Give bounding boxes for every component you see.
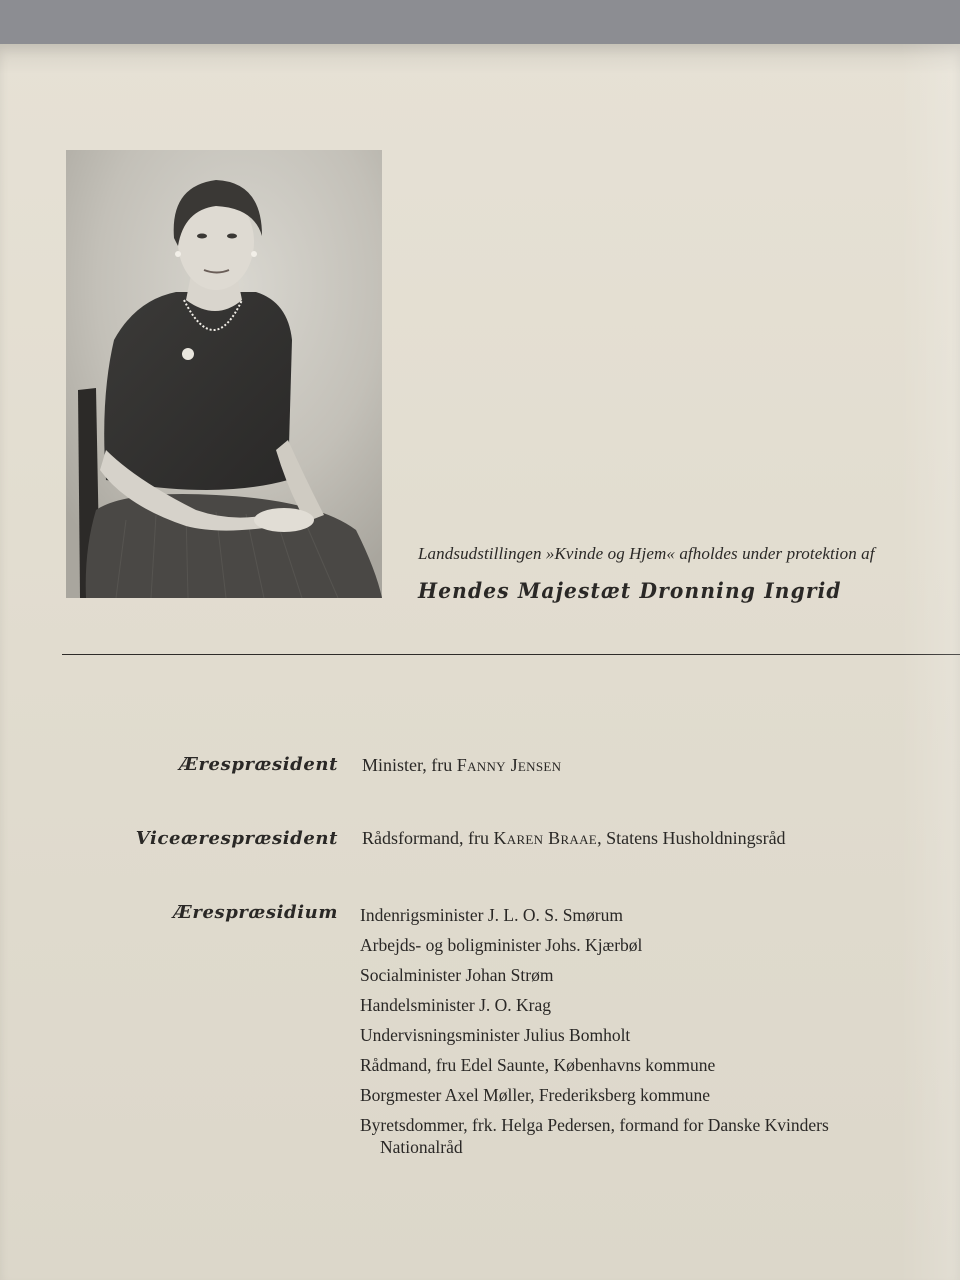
list-item: [360, 1050, 960, 1080]
entry-prefix: Arbejds- og boligminister: [360, 935, 546, 955]
role-label-vice-honorary-president: Viceærespræsident: [135, 828, 338, 849]
entry-prefix: Socialminister: [360, 965, 466, 985]
entry-prefix: Rådmand, fru: [360, 1055, 461, 1075]
entry-suffix: , formand for Danske Kvinders: [610, 1115, 829, 1135]
entry-prefix: Rådsformand, fru: [362, 828, 494, 848]
entry-suffix: , Frederiksberg kommune: [530, 1085, 711, 1105]
entry-suffix: , Statens Husholdningsråd: [597, 828, 786, 848]
list-item: [360, 930, 960, 960]
caption-text: Landsudstillingen »Kvinde og Hjem« afholdes under protektion af: [418, 544, 875, 563]
list-item: [360, 1080, 960, 1110]
entry-name: Axel Møller: [444, 1085, 531, 1105]
role-label-honorary-president: Ærespræsident: [179, 754, 338, 775]
entry-name: Johs. Kjærbøl: [545, 935, 643, 955]
list-item: [360, 1020, 960, 1050]
list-item: [360, 990, 960, 1020]
document-page: [0, 44, 960, 1280]
section-divider: [62, 654, 960, 655]
patron-name: Hendes Majestæt Dronning Ingrid: [418, 578, 842, 603]
role-label-honorary-presidium: Ærespræsidium: [173, 902, 338, 923]
entry-name: Julius Bomholt: [523, 1025, 631, 1045]
entry-name: Edel Saunte: [460, 1055, 545, 1075]
entry-prefix: Indenrigsminister: [360, 905, 488, 925]
entry-name: Johan Strøm: [465, 965, 554, 985]
vice-honorary-president-entry: [362, 828, 786, 849]
entry-name: J. L. O. S. Smørum: [487, 905, 623, 925]
entry-name: J. O. Krag: [479, 995, 552, 1015]
entry-name: Helga Pedersen: [501, 1115, 611, 1135]
protection-caption: [418, 544, 960, 603]
entry-name: Karen Braae: [493, 828, 598, 848]
entry-prefix: Minister, fru: [362, 755, 457, 775]
entry-prefix: Undervisningsminister: [360, 1025, 524, 1045]
presidium-list: [360, 900, 960, 1158]
honorary-president-entry: [362, 755, 561, 776]
portrait-photo: [66, 150, 382, 598]
entry-prefix: Byretsdommer, frk.: [360, 1115, 502, 1135]
entry-suffix: , Københavns kommune: [544, 1055, 716, 1075]
list-item: [360, 960, 960, 990]
entry-name: Fanny Jensen: [456, 755, 562, 775]
entry-continuation: Nationalråd: [380, 1137, 463, 1157]
entry-prefix: Borgmester: [360, 1085, 445, 1105]
entry-prefix: Handelsminister: [360, 995, 480, 1015]
list-item: [360, 900, 960, 930]
list-item: [360, 1110, 960, 1158]
